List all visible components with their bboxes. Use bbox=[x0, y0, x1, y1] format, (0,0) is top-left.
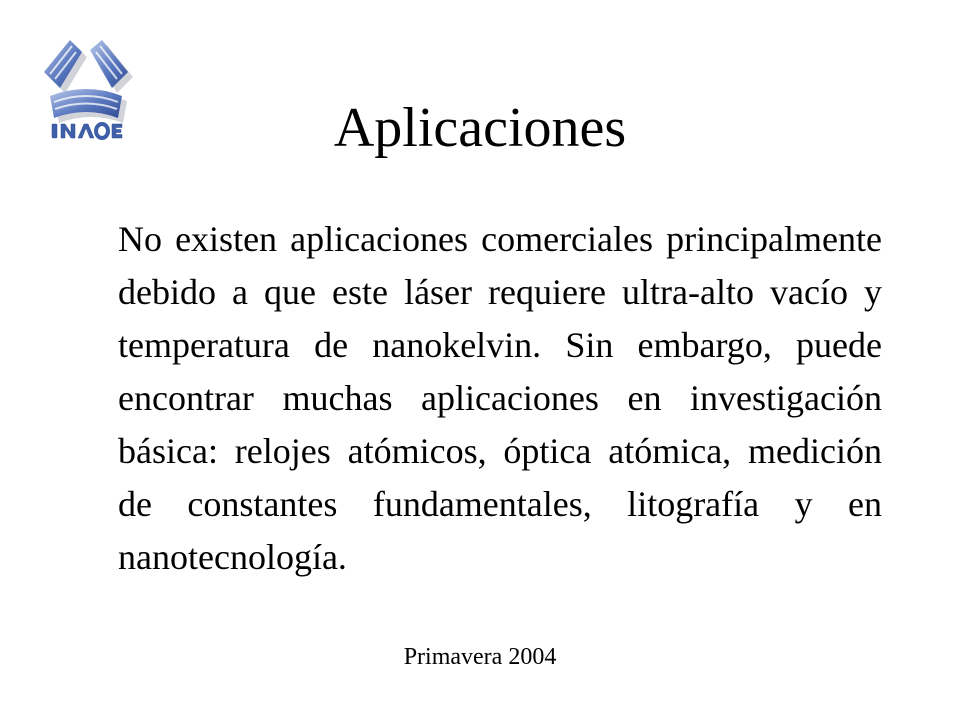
slide-footer: Primavera 2004 bbox=[403, 644, 557, 670]
slide-body-text: No existen aplicaciones comerciales principalmente debido a que este láser requiere ultra-alto vacío y temperatura de nanokelvin. Sin embargo, puede encontrar muchas aplicaciones en investigación básica: relojes atómicos, óptica atómica, medición de constantes fundamentales, litografía y en nanotecnología. bbox=[118, 219, 882, 577]
slide-title: Aplicaciones bbox=[333, 97, 627, 159]
